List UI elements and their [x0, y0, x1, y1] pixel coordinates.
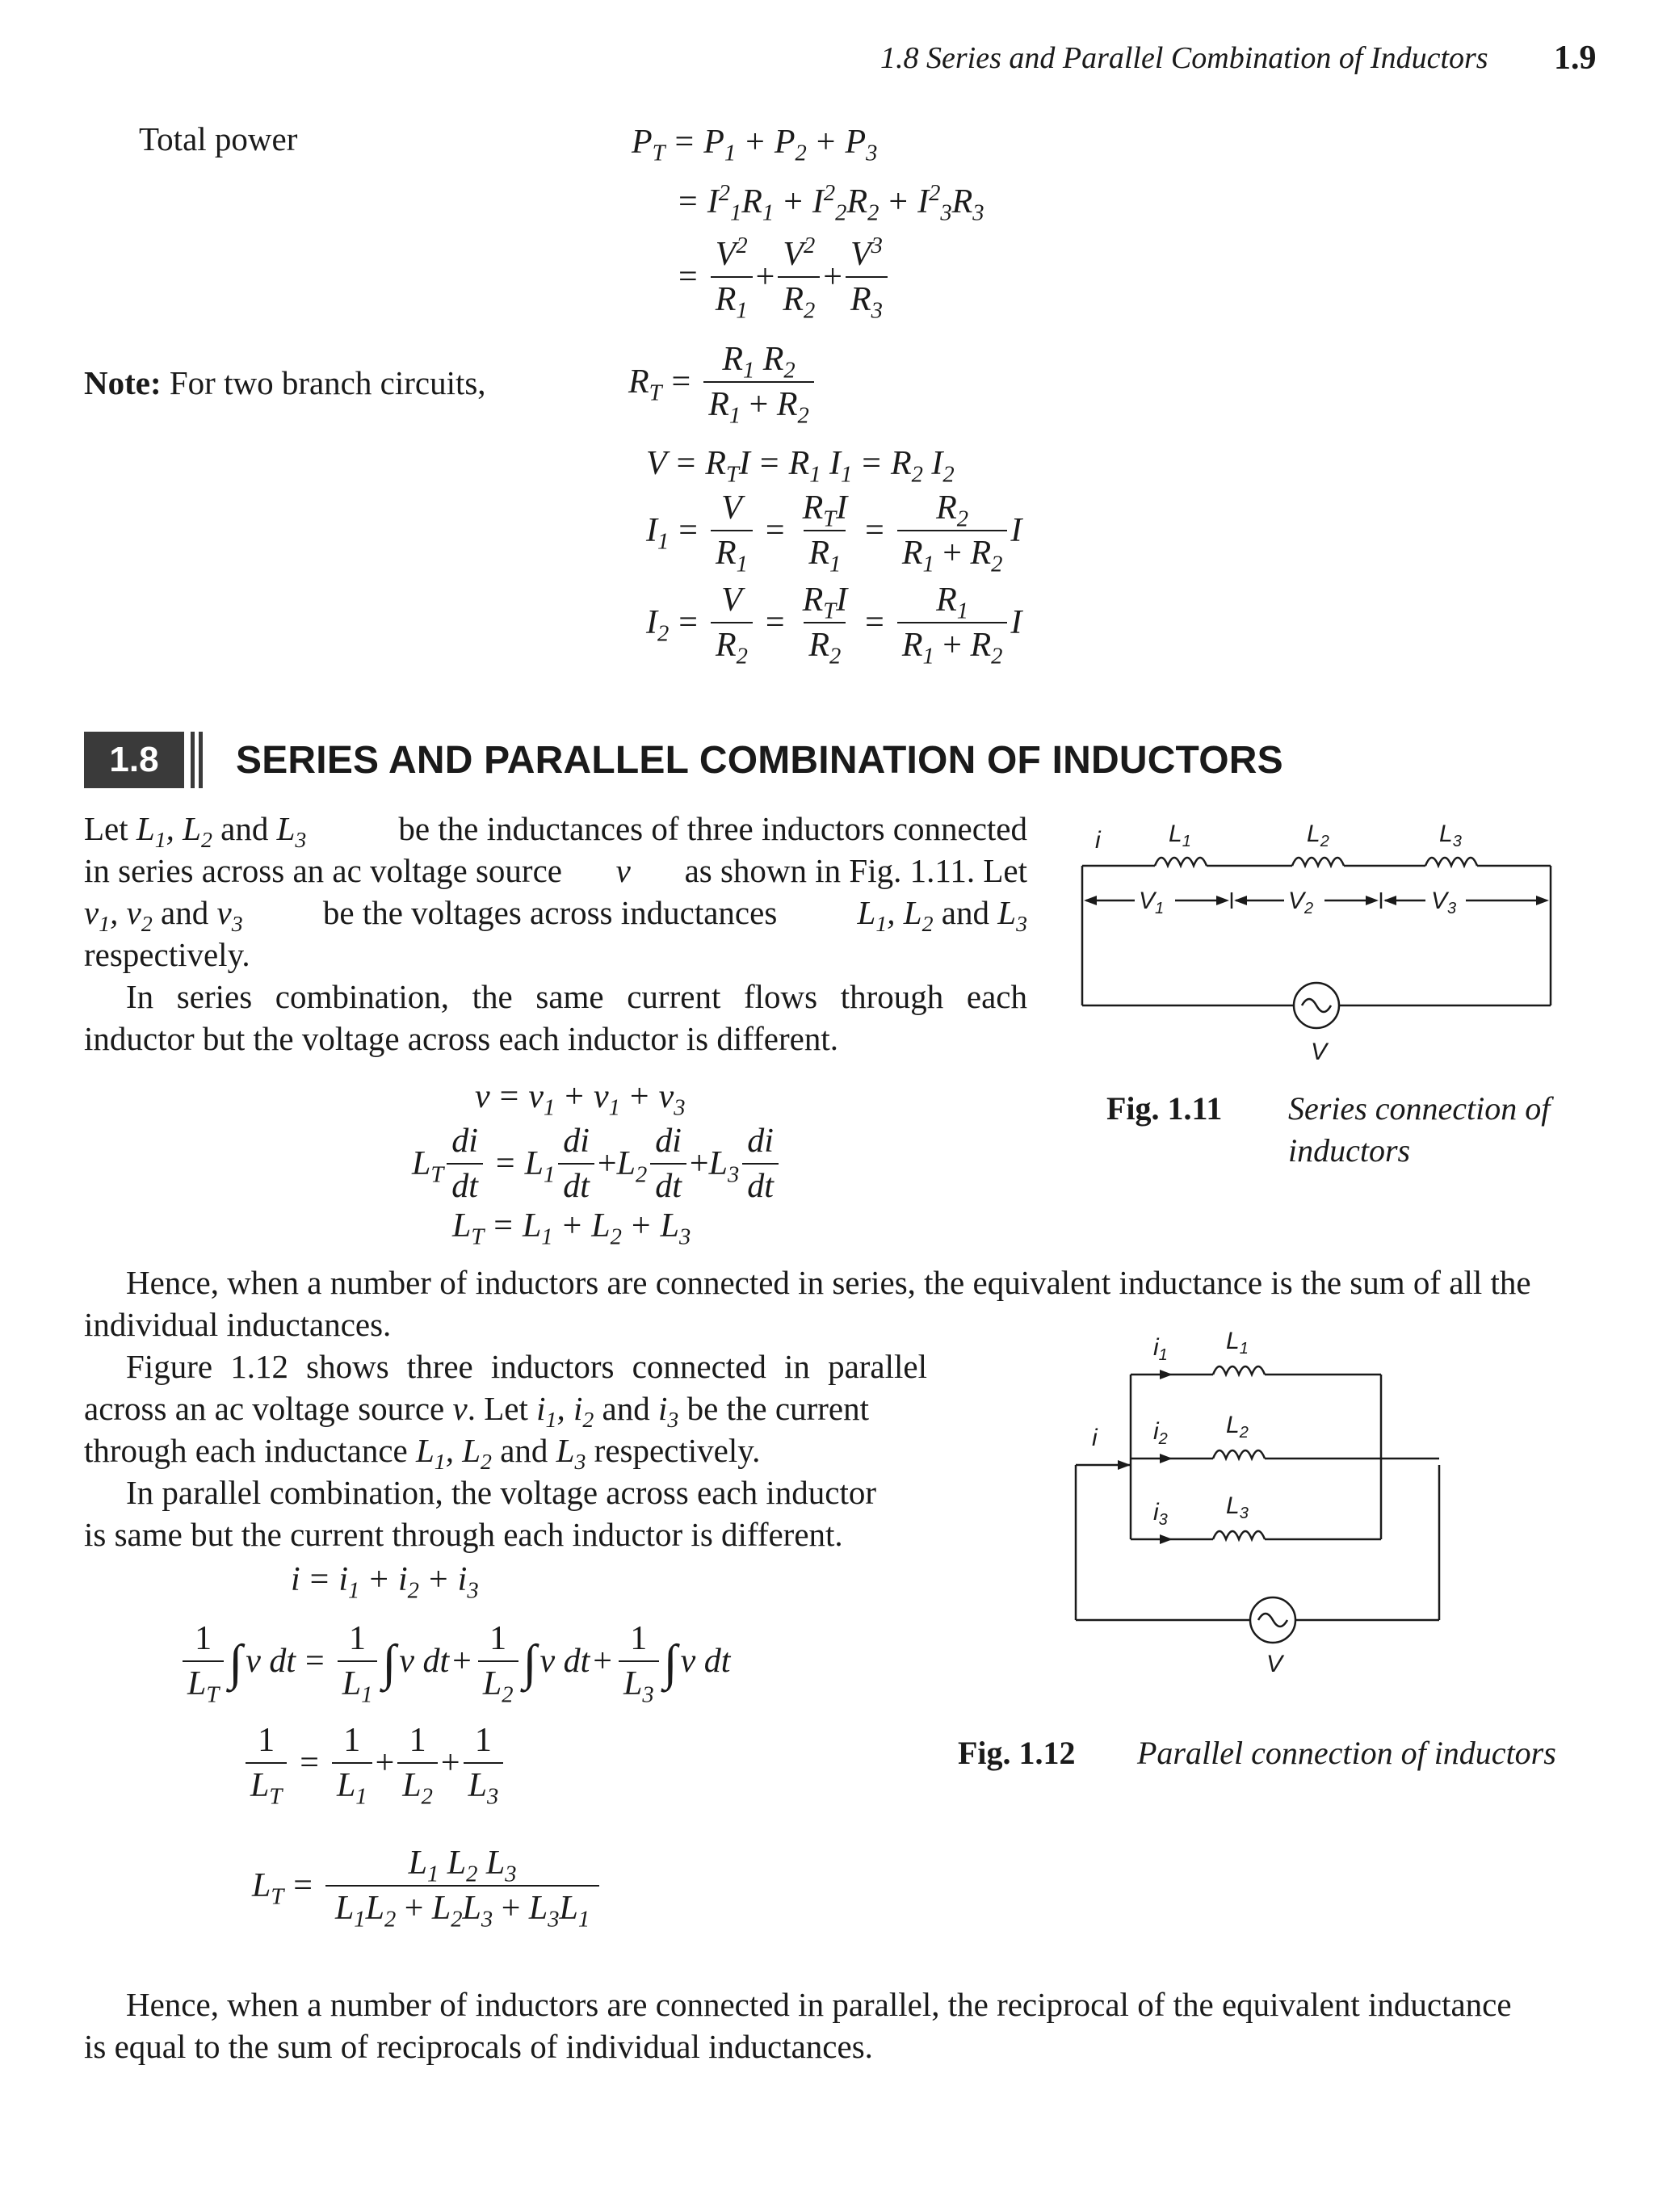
note-text: For two branch circuits, [161, 364, 486, 401]
section-divider-bars [191, 732, 203, 788]
svg-text:V1: $V_1$ [1139, 888, 1165, 917]
fig-1-12-parallel-circuit [1050, 1316, 1470, 1680]
parallel-l2c: and [602, 1390, 650, 1427]
power-eq-2: = $I^2_1R_1$ + $I^2_2R_2$ + $I^2_3R_3$ [678, 181, 984, 226]
series-p1-l2: in series across an ac voltage source [84, 852, 562, 889]
svg-text:V: V [1311, 1039, 1328, 1065]
svg-text:L1: $L_1$ [1169, 821, 1191, 850]
series-p2-l2: inductor but the voltage across each inductor is different. [84, 1020, 838, 1057]
series-para-line-3: $v_1$, $v_2$ and $v_3$ be the voltages across inductances $L_1$, $L_2$ and $L_3$ [84, 892, 1027, 934]
and-word: and [220, 810, 269, 847]
power-eq-1: $P_T$ = $P_1$ + $P_2$ + $P_3$ [632, 124, 878, 166]
svg-text:V2: $V_2$ [1288, 888, 1314, 917]
parallel-integral-eq: $\frac{1}{L_T}$ ∫ v dt = $\frac{1}{L_1}$ ∫ v dt + $\frac{1}{L_2}$ ∫ v dt + $\frac{1}{L_3}$ ∫ v dt [179, 1618, 730, 1704]
series-p1-l3: be the voltages across inductances [322, 894, 778, 931]
series-conclusion-line-1: Hence, when a number of inductors are connected in series, the equivalent inductance is the sum of all the [126, 1264, 1531, 1301]
running-header-title: 1.8 Series and Parallel Combination of Inductors [880, 41, 1488, 75]
inductor-l1-coil [1213, 1366, 1265, 1375]
total-power-label: Total power [139, 120, 298, 157]
parallel-l3a: through each inductance [84, 1432, 408, 1469]
parallel-para-line-3: through each inductance $L_1$, $L_2$ and $L_3$ respectively. [84, 1432, 761, 1475]
parallel-l2b: . Let [467, 1390, 528, 1427]
rt-two-branch-eq: $R_T$ = $\frac{R_1 R_2}{R_1 + R_2}$ [628, 339, 817, 425]
svg-text:i: i [1092, 1425, 1098, 1451]
power-eq-3: = $\frac{V^2}{R_1}$ + $\frac{V^2}{R_2}$ + $\frac{V^3}{R_3}$ [678, 234, 891, 320]
fig-1-11-label: Fig. 1.11 [1106, 1090, 1223, 1127]
series-para-line-2: in series across an ac voltage source v as shown in Fig. 1.11. Let [84, 850, 1027, 892]
fig-1-11-caption-line-1: Series connection of [1288, 1090, 1551, 1127]
svg-text:L2: $L_2$ [1307, 821, 1329, 850]
page-number: 1.9 [1554, 40, 1597, 77]
i2-eq: $I_2$ = $\frac{V}{R_2}$ = $\frac{R_TI}{R_2}$ = $\frac{R_1}{R_1 + R_2}$ I [646, 581, 1022, 669]
note-line [84, 362, 486, 404]
v-eq: V = $R_TI$ = $R_1$ $I_1$ = $R_2$ $I_2$ [646, 445, 955, 488]
parallel-reciprocal-eq: $\frac{1}{L_T}$ = $\frac{1}{L_1}$ + $\frac{1}{L_2}$ + $\frac{1}{L_3}$ [242, 1720, 506, 1806]
parallel-para-line-4: In parallel combination, the voltage across each inductor [126, 1474, 876, 1511]
section-number-badge: 1.8 [84, 732, 184, 788]
parallel-current-eq: i = $i_1$ + $i_2$ + $i_3$ [291, 1561, 479, 1604]
parallel-l2d: be the current [686, 1390, 869, 1427]
series-didt-eq: $L_T$ $\frac{di}{dt}$ = $L_1$ $\frac{di}{dt}$ + $L_2$ $\frac{di}{dt}$ + $L_3$ $\frac{di}{dt}$ [412, 1121, 782, 1207]
parallel-para-line-2: across an ac voltage source v. Let $i_1$, $i_2$ and $i_3$ be the current [84, 1390, 869, 1433]
parallel-lt-eq: $L_T$ = $\frac{L_1 L_2 L_3}{L_1L_2 + L_2L_3 + L_3L_1}$ [252, 1843, 602, 1929]
fig-1-11-caption-line-2: inductors [1288, 1132, 1411, 1169]
fig-1-12-caption: Parallel connection of inductors [1137, 1735, 1556, 1771]
inductor-l2-coil [1292, 858, 1344, 866]
svg-text:i: i [1095, 827, 1101, 854]
i1-eq: $I_1$ = $\frac{V}{R_1}$ = $\frac{R_TI}{R_1}$ = $\frac{R_2}{R_1 + R_2}$ I [646, 489, 1022, 577]
svg-text:i3: $i_3$ [1153, 1499, 1168, 1529]
series-p1-l2b: as shown in Fig. 1.11. Let [684, 852, 1027, 889]
svg-text:L3: $L_3$ [1439, 821, 1462, 850]
svg-text:L1: $L_1$ [1226, 1328, 1249, 1358]
series-para-line-1: Let $L_1$, $L_2$ and $L_3$ be the inductances of three inductors connected [84, 808, 1027, 850]
parallel-l3b: and [500, 1432, 548, 1469]
inductor-l2-coil [1213, 1450, 1265, 1459]
fig-1-12-label: Fig. 1.12 [958, 1735, 1076, 1771]
parallel-l2a: across an ac voltage source [84, 1390, 445, 1427]
parallel-conclusion-line-1: Hence, when a number of inductors are connected in parallel, the reciprocal of the equivalent inductance [126, 1986, 1512, 2023]
section-title: SERIES AND PARALLEL COMBINATION OF INDUCTORS [236, 739, 1283, 782]
svg-text:L3: $L_3$ [1226, 1492, 1249, 1522]
svg-text:i1: $i_1$ [1153, 1334, 1168, 1364]
svg-text:V3: $V_3$ [1431, 888, 1457, 917]
series-p2-l1: In series combination, the same current flows through each [126, 978, 1027, 1015]
parallel-l3c: respectively. [594, 1432, 761, 1469]
inductor-l3-coil [1425, 858, 1477, 866]
series-p1-l1: be the inductances of three inductors connected [398, 810, 1027, 847]
series-conclusion-line-2: individual inductances. [84, 1306, 392, 1343]
inductor-l1-coil [1155, 858, 1207, 866]
series-lt-eq: $L_T$ = $L_1$ + $L_2$ + $L_3$ [452, 1207, 691, 1250]
series-p1-l4: respectively. [84, 936, 250, 973]
fig-1-11-series-circuit [1058, 808, 1575, 1074]
svg-text:i2: $i_2$ [1153, 1418, 1168, 1448]
series-voltage-eq: v = $v_1$ + $v_1$ + $v_3$ [475, 1078, 686, 1121]
parallel-para-line-1: Figure 1.12 shows three inductors connected in parallel [126, 1348, 927, 1385]
parallel-para-line-5: is same but the current through each inductor is different. [84, 1516, 843, 1553]
parallel-conclusion-line-2: is equal to the sum of reciprocals of individual inductances. [84, 2028, 873, 2065]
note-label: Note: [84, 364, 162, 401]
let-word: Let [84, 810, 128, 847]
inductor-l3-coil [1213, 1531, 1265, 1539]
svg-text:L2: $L_2$ [1226, 1412, 1249, 1442]
svg-text:V: V [1266, 1651, 1283, 1677]
